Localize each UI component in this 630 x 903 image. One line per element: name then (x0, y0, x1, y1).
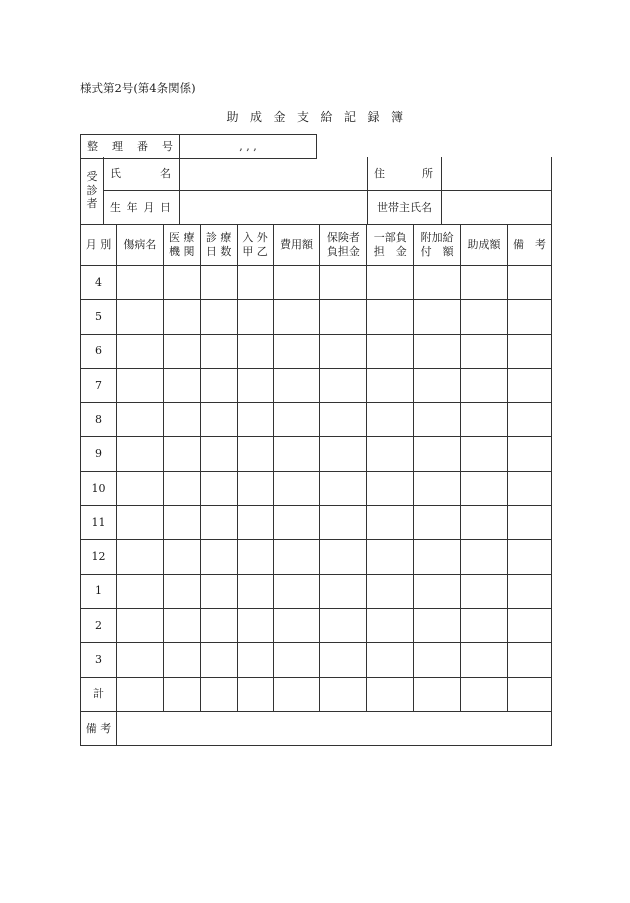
total-row (81, 677, 552, 711)
cell-days[interactable] (200, 643, 237, 677)
cell-disease[interactable] (116, 506, 163, 540)
column-header-text: 一部負 (373, 231, 407, 245)
cell-additional[interactable] (414, 471, 461, 505)
cell-subsidy[interactable] (461, 437, 508, 471)
cell-institution[interactable] (163, 368, 200, 402)
cell-cost[interactable] (273, 368, 320, 402)
cell-cost[interactable] (273, 300, 320, 334)
month-label: 11 (81, 506, 117, 540)
registration-number-field[interactable] (180, 135, 317, 159)
cell-additional[interactable] (414, 334, 461, 368)
cell-institution[interactable] (163, 608, 200, 642)
title-char: 記 (343, 110, 357, 124)
cell-days[interactable] (200, 574, 237, 608)
cell-subsidy[interactable] (461, 608, 508, 642)
month-row (81, 643, 552, 677)
cell-cost[interactable] (273, 540, 320, 574)
cell-insurer[interactable] (320, 540, 367, 574)
cell-subsidy[interactable] (461, 300, 508, 334)
title-char: 支 (296, 110, 310, 124)
month-label: 1 (81, 574, 117, 608)
column-header-text: 保険者 (326, 231, 360, 245)
registration-number-label: 整 理 番 号 (81, 135, 180, 159)
title-char: 助 (226, 110, 239, 124)
cell-disease[interactable] (116, 540, 163, 574)
cell-additional[interactable] (414, 574, 461, 608)
column-header-text: 日 数 (205, 245, 232, 258)
cell-remarks[interactable] (507, 403, 551, 437)
column-header-text: 診 療 (205, 231, 232, 245)
cell-inout[interactable] (237, 643, 273, 677)
month-row (81, 300, 552, 334)
cell-inout[interactable] (237, 471, 273, 505)
total-institution[interactable] (163, 677, 200, 711)
title-char: 録 (367, 110, 380, 124)
cell-copay[interactable] (367, 471, 414, 505)
column-header-text: 傷病名 (123, 238, 157, 252)
address-label: 住 所 (368, 157, 442, 191)
cell-cost[interactable] (273, 471, 320, 505)
column-header-text: 附加給 (420, 231, 454, 245)
householder-field[interactable] (442, 191, 552, 225)
patient-side-label: 受 診 者 (81, 157, 104, 225)
cell-remarks[interactable] (507, 437, 551, 471)
column-header-subsidy (461, 225, 508, 266)
column-header-text: 備 考 (512, 238, 546, 252)
column-header-cost (273, 225, 320, 266)
cell-institution[interactable] (163, 334, 200, 368)
cell-cost[interactable] (273, 506, 320, 540)
cell-copay[interactable] (367, 300, 414, 334)
month-row (81, 506, 552, 540)
month-row (81, 266, 552, 300)
cell-additional[interactable] (414, 608, 461, 642)
registration-number-value: , , , (239, 139, 257, 153)
cell-disease[interactable] (116, 437, 163, 471)
month-label: 9 (81, 437, 117, 471)
cell-disease[interactable] (116, 266, 163, 300)
cell-insurer[interactable] (320, 506, 367, 540)
cell-subsidy[interactable] (461, 334, 508, 368)
month-row (81, 334, 552, 368)
cell-days[interactable] (200, 300, 237, 334)
cell-copay[interactable] (367, 540, 414, 574)
title-char: 給 (320, 110, 333, 124)
birthdate-field[interactable] (180, 191, 368, 225)
cell-days[interactable] (200, 266, 237, 300)
cell-subsidy[interactable] (461, 471, 508, 505)
cell-remarks[interactable] (507, 506, 551, 540)
cell-remarks[interactable] (507, 608, 551, 642)
month-label: 2 (81, 608, 117, 642)
cell-inout[interactable] (237, 540, 273, 574)
cell-inout[interactable] (237, 368, 273, 402)
cell-insurer[interactable] (320, 643, 367, 677)
cell-days[interactable] (200, 437, 237, 471)
cell-days[interactable] (200, 471, 237, 505)
cell-additional[interactable] (414, 266, 461, 300)
month-label: 7 (81, 368, 117, 402)
cell-copay[interactable] (367, 643, 414, 677)
column-header-additional (414, 225, 461, 266)
cell-copay[interactable] (367, 506, 414, 540)
cell-inout[interactable] (237, 266, 273, 300)
cell-insurer[interactable] (320, 334, 367, 368)
name-label: 氏 名 (104, 157, 180, 191)
cell-disease[interactable] (116, 574, 163, 608)
cell-additional[interactable] (414, 540, 461, 574)
title-char: 簿 (390, 110, 404, 124)
subsidy-record-table (80, 224, 552, 746)
cell-cost[interactable] (273, 608, 320, 642)
total-additional[interactable] (414, 677, 461, 711)
cell-institution[interactable] (163, 300, 200, 334)
month-row (81, 471, 552, 505)
cell-subsidy[interactable] (461, 643, 508, 677)
cell-copay[interactable] (367, 368, 414, 402)
cell-institution[interactable] (163, 506, 200, 540)
footer-remarks-label: 備 考 (81, 711, 117, 745)
total-insurer[interactable] (320, 677, 367, 711)
householder-label: 世帯主氏名 (368, 191, 442, 225)
cell-copay[interactable] (367, 574, 414, 608)
cell-inout[interactable] (237, 300, 273, 334)
cell-additional[interactable] (414, 643, 461, 677)
address-field[interactable] (442, 157, 552, 191)
cell-institution[interactable] (163, 471, 200, 505)
cell-days[interactable] (200, 540, 237, 574)
cell-remarks[interactable] (507, 471, 551, 505)
total-cost[interactable] (273, 677, 320, 711)
column-header-days (200, 225, 237, 266)
cell-institution[interactable] (163, 574, 200, 608)
column-header-institution (163, 225, 200, 266)
cell-insurer[interactable] (320, 368, 367, 402)
registration-table (80, 134, 317, 159)
cell-inout[interactable] (237, 403, 273, 437)
total-disease[interactable] (116, 677, 163, 711)
cell-remarks[interactable] (507, 334, 551, 368)
cell-additional[interactable] (414, 368, 461, 402)
cell-copay[interactable] (367, 266, 414, 300)
month-label: 8 (81, 403, 117, 437)
cell-days[interactable] (200, 403, 237, 437)
cell-remarks[interactable] (507, 300, 551, 334)
cell-insurer[interactable] (320, 437, 367, 471)
cell-insurer[interactable] (320, 266, 367, 300)
cell-disease[interactable] (116, 608, 163, 642)
cell-inout[interactable] (237, 608, 273, 642)
cell-days[interactable] (200, 608, 237, 642)
title-char: 成 (249, 110, 263, 124)
cell-disease[interactable] (116, 471, 163, 505)
cell-subsidy[interactable] (461, 266, 508, 300)
cell-remarks[interactable] (507, 574, 551, 608)
month-row (81, 368, 552, 402)
cell-remarks[interactable] (507, 368, 551, 402)
header-row (81, 225, 552, 266)
cell-cost[interactable] (273, 437, 320, 471)
cell-cost[interactable] (273, 574, 320, 608)
cell-cost[interactable] (273, 266, 320, 300)
cell-institution[interactable] (163, 643, 200, 677)
cell-insurer[interactable] (320, 608, 367, 642)
cell-additional[interactable] (414, 506, 461, 540)
cell-additional[interactable] (414, 300, 461, 334)
cell-days[interactable] (200, 368, 237, 402)
cell-days[interactable] (200, 334, 237, 368)
column-header-text: 月 別 (85, 238, 112, 252)
form-number-label: 様式第2号(第4条関係) (80, 81, 196, 95)
cell-cost[interactable] (273, 403, 320, 437)
title-char: 金 (273, 110, 286, 124)
month-label: 4 (81, 266, 117, 300)
cell-days[interactable] (200, 506, 237, 540)
document-title (220, 108, 410, 125)
month-row (81, 540, 552, 574)
total-label: 計 (81, 677, 117, 711)
cell-institution[interactable] (163, 266, 200, 300)
cell-remarks[interactable] (507, 266, 551, 300)
cell-subsidy[interactable] (461, 506, 508, 540)
month-label: 10 (81, 471, 117, 505)
cell-additional[interactable] (414, 437, 461, 471)
patient-info-table (80, 157, 552, 225)
cell-insurer[interactable] (320, 300, 367, 334)
cell-insurer[interactable] (320, 574, 367, 608)
column-header-text: 費用額 (279, 238, 313, 252)
cell-insurer[interactable] (320, 471, 367, 505)
column-header-text: 助成額 (467, 238, 501, 252)
total-days[interactable] (200, 677, 237, 711)
cell-copay[interactable] (367, 437, 414, 471)
month-label: 12 (81, 540, 117, 574)
name-field[interactable] (180, 157, 368, 191)
column-header-text: 機 関 (169, 245, 195, 258)
column-header-text: 負担金 (326, 245, 360, 258)
column-header-text: 甲 乙 (242, 245, 268, 258)
cell-subsidy[interactable] (461, 368, 508, 402)
footer-remarks-field[interactable] (116, 711, 551, 745)
cell-institution[interactable] (163, 437, 200, 471)
total-inout[interactable] (237, 677, 273, 711)
cell-copay[interactable] (367, 334, 414, 368)
column-header-copay (367, 225, 414, 266)
birthdate-label: 生 年 月 日 (104, 191, 180, 225)
cell-insurer[interactable] (320, 403, 367, 437)
total-copay[interactable] (367, 677, 414, 711)
cell-remarks[interactable] (507, 643, 551, 677)
cell-disease[interactable] (116, 403, 163, 437)
cell-inout[interactable] (237, 334, 273, 368)
month-row (81, 437, 552, 471)
month-label: 3 (81, 643, 117, 677)
cell-cost[interactable] (273, 643, 320, 677)
month-row (81, 574, 552, 608)
cell-subsidy[interactable] (461, 574, 508, 608)
column-header-inout (237, 225, 273, 266)
month-label: 5 (81, 300, 117, 334)
cell-disease[interactable] (116, 643, 163, 677)
cell-inout[interactable] (237, 574, 273, 608)
footer-remarks-row (81, 711, 552, 745)
cell-inout[interactable] (237, 437, 273, 471)
cell-cost[interactable] (273, 334, 320, 368)
column-header-text: 入 外 (242, 231, 268, 245)
cell-copay[interactable] (367, 608, 414, 642)
cell-disease[interactable] (116, 334, 163, 368)
column-header-text: 担 金 (373, 245, 407, 258)
column-header-month (81, 225, 117, 266)
cell-institution[interactable] (163, 403, 200, 437)
column-header-text: 付 額 (420, 245, 454, 258)
column-header-insurer (320, 225, 367, 266)
cell-inout[interactable] (237, 506, 273, 540)
cell-institution[interactable] (163, 540, 200, 574)
month-label: 6 (81, 334, 117, 368)
cell-disease[interactable] (116, 300, 163, 334)
column-header-text: 医 療 (169, 231, 195, 245)
column-header-disease (116, 225, 163, 266)
cell-additional[interactable] (414, 403, 461, 437)
cell-disease[interactable] (116, 368, 163, 402)
cell-subsidy[interactable] (461, 403, 508, 437)
cell-remarks[interactable] (507, 540, 551, 574)
cell-copay[interactable] (367, 403, 414, 437)
cell-subsidy[interactable] (461, 540, 508, 574)
total-subsidy[interactable] (461, 677, 508, 711)
total-remarks[interactable] (507, 677, 551, 711)
column-header-remarks (507, 225, 551, 266)
month-row (81, 403, 552, 437)
month-row (81, 608, 552, 642)
